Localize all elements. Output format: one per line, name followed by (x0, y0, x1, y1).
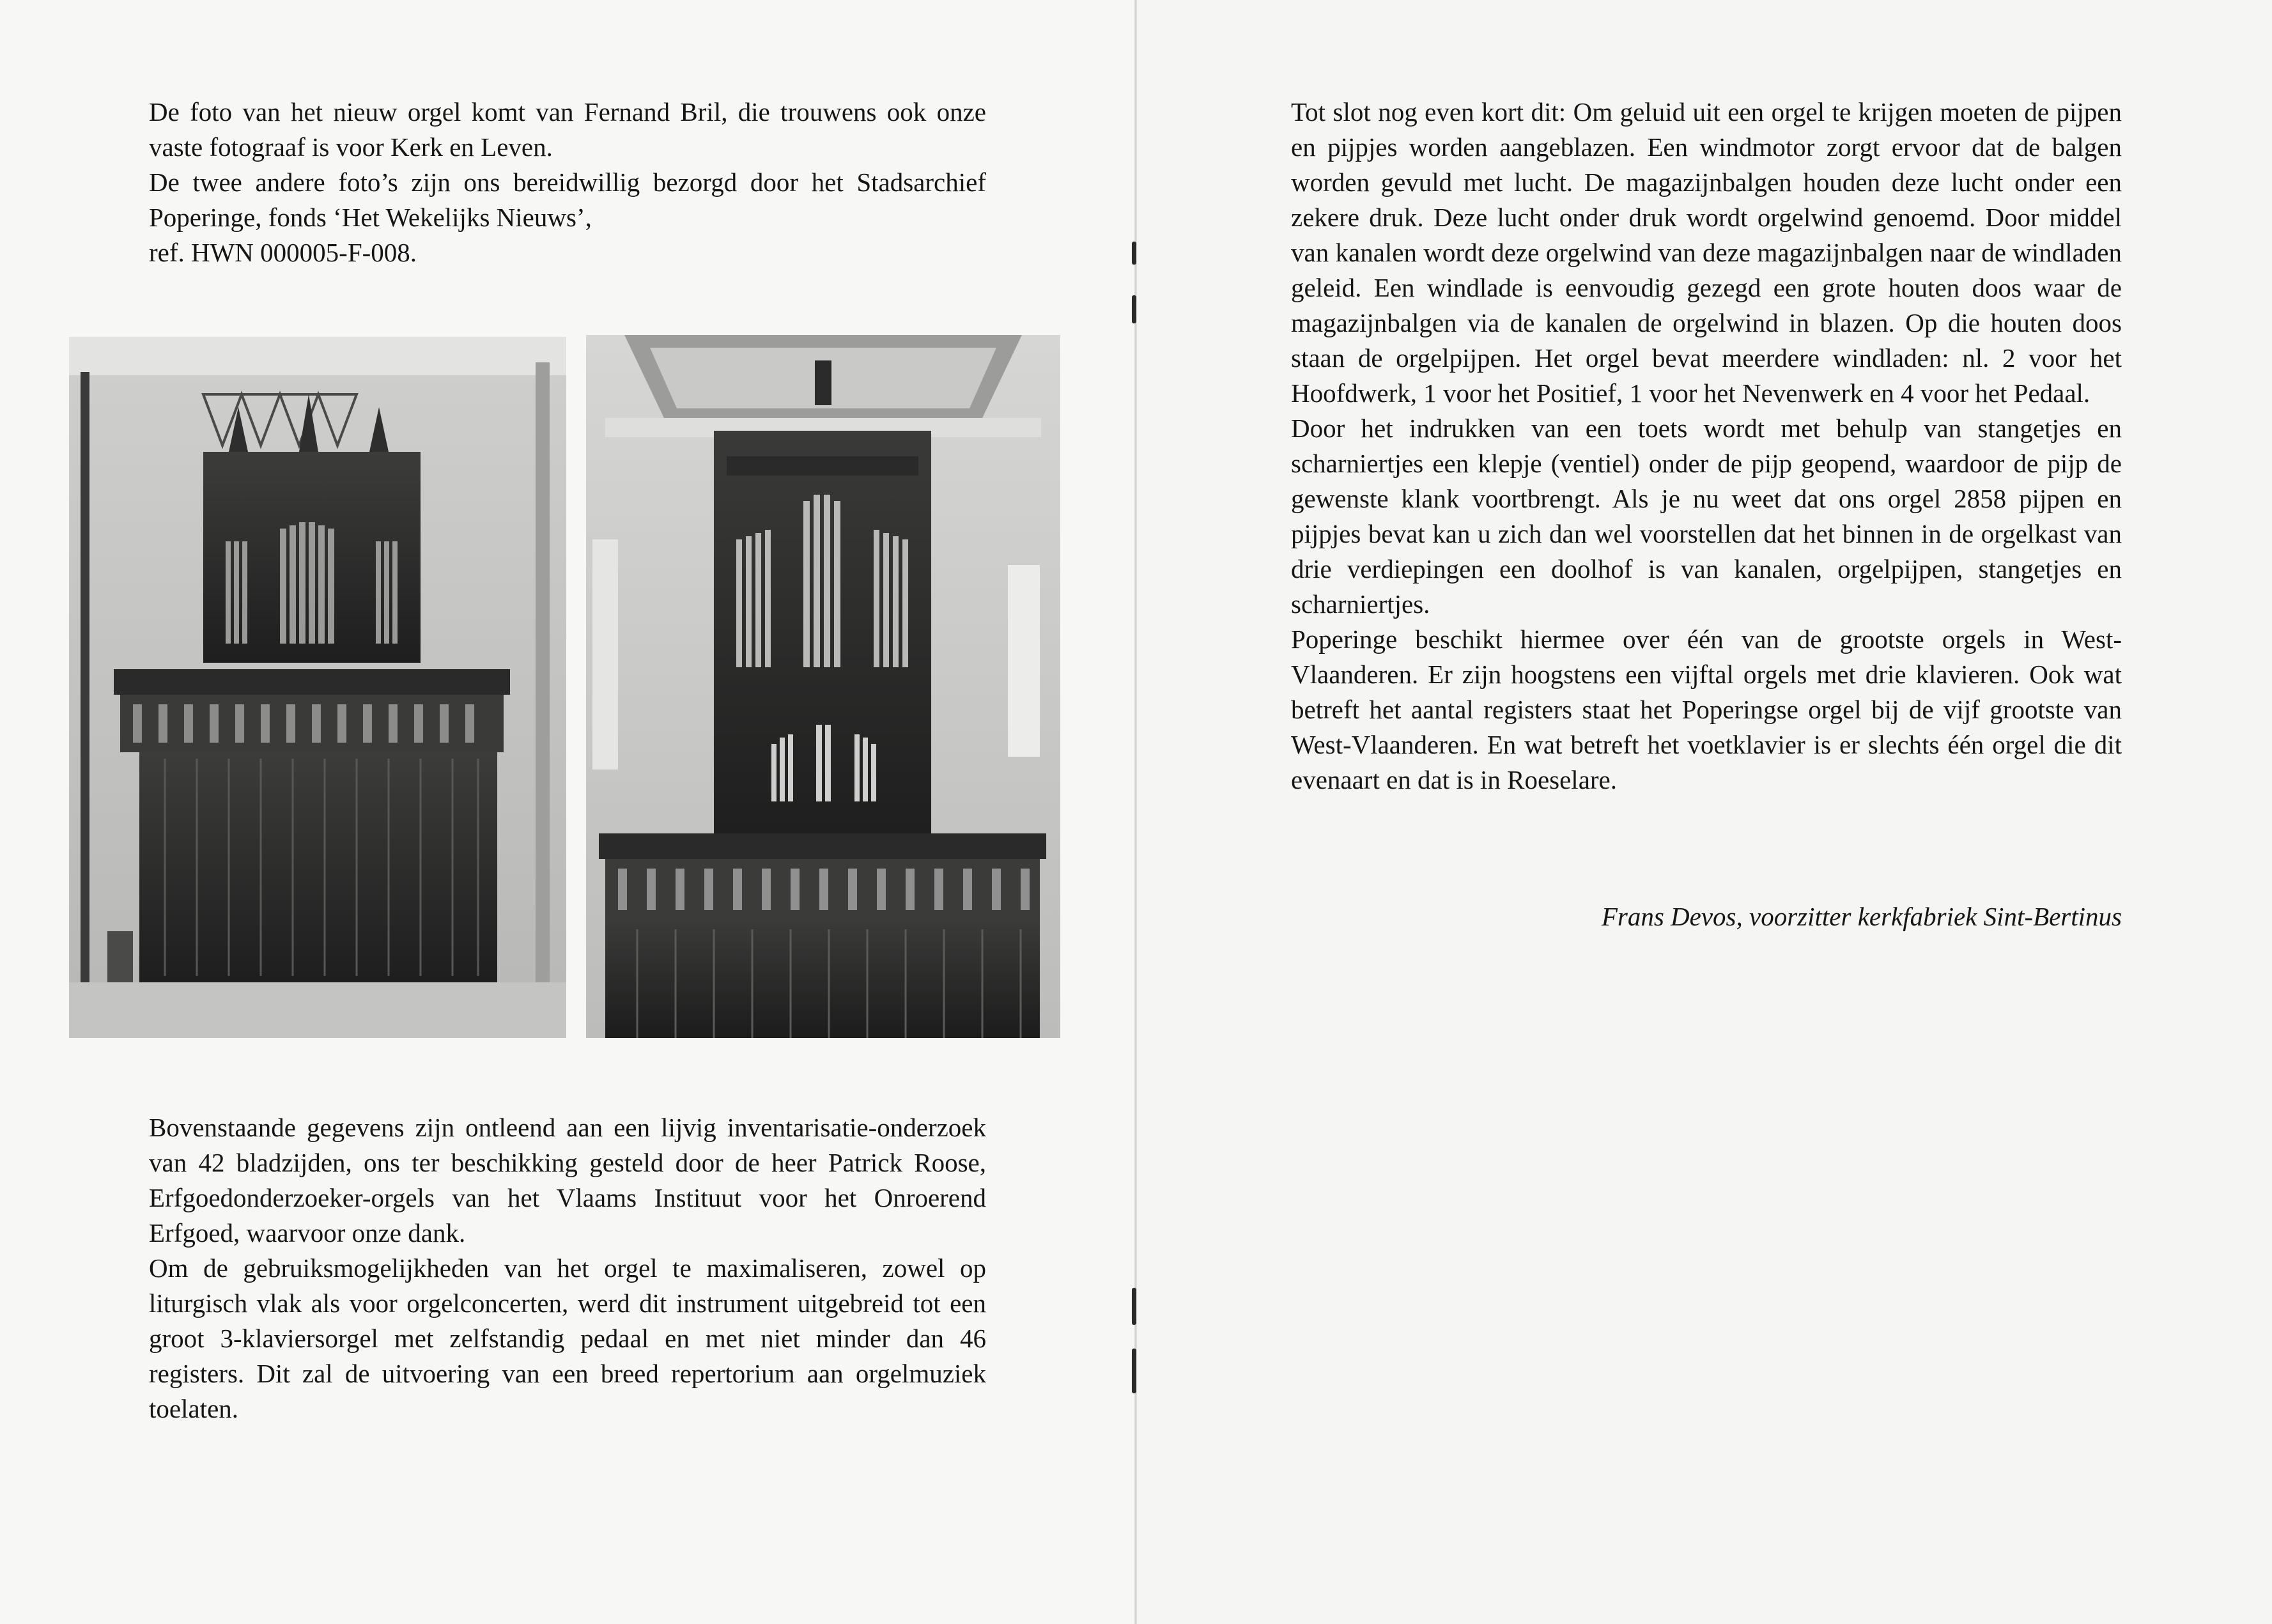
staple-mark-bottom-2 (1132, 1349, 1136, 1393)
photo-credits-text (149, 95, 986, 270)
paragraph: De foto van het nieuw orgel komt van Fernand Bril, die trouwens ook onze vaste fotograaf is voor Kerk en Leven. (149, 97, 986, 162)
staple-mark-top-1 (1132, 242, 1136, 265)
paragraph: Om de gebruiksmogelijkheden van het orgel te maximaliseren, zowel op liturgisch vlak als voor orgelconcerten, werd dit instrument uitgebreid tot een groot 3-klaviersorgel met zelfstandig pedaal en met niet minder dan 46 registers. Dit zal de uitvoering van een breed repertorium aan orgelmuziek toelaten. (149, 1253, 986, 1423)
paragraph: Bovenstaande gegevens zijn ontleend aan een lijvig inventarisatie-onderzoek van 42 bladzijden, ons ter beschikking gesteld door de heer Patrick Roose, Erfgoedonderzoeker-orgels van het Vlaams Instituut voor het Onroerend Erfgoed, waarvoor onze dank. (149, 1113, 986, 1248)
staple-mark-bottom-1 (1132, 1288, 1136, 1325)
paragraph: Door het indrukken van een toets wordt met behulp van stangetjes en scharniertjes een klepje (ventiel) onder de pijp geopend, waardoor de pijp de gewenste klank voortbrengt. Als je nu weet dat ons orgel 2858 pijpen en pijpjes bevat kan u zich dan wel voorstellen dat het binnen in de orgelkast van drie verdiepingen een doolhof is van kanalen, orgelpijpen, stangetjes en scharniertjes. (1291, 414, 2122, 619)
paragraph: Tot slot nog even kort dit: Om geluid uit een orgel te krijgen moeten de pijpen en pijpjes worden aangeblazen. Een windmotor zorgt ervoor dat de balgen worden gevuld met lucht. De magazijnbalgen houden deze lucht onder een zekere druk. Deze lucht onder druk wordt orgelwind genoemd. Door middel van kanalen wordt deze orgelwind van deze magazijnbalgen naar de windladen geleid. Een windlade is eenvoudig gezegd een grote houten doos waar de magazijnbalgen via de kanalen de orgelwind in blazen. Op die houten doos staan de orgelpijpen. Het orgel bevat meerdere windladen: nl. 2 voor het Hoofdwerk, 1 voor het Positief, 1 voor het Nevenwerk en 4 voor het Pedaal. (1291, 97, 2122, 408)
paragraph: Poperinge beschikt hiermee over één van de grootste orgels in West-Vlaanderen. Er zijn hoogstens een vijftal orgels met drie klavieren. Ook wat betreft het aantal registers staat het Poperingse orgel bij de vijf grootste van West-Vlaanderen. En wat betreft het voetklavier is er slechts één orgel die dit evenaart en dat is in Roeselare. (1291, 624, 2122, 794)
author-signature: Frans Devos, voorzitter kerkfabriek Sint-Bertinus (1601, 902, 2122, 931)
paragraph: ref. HWN 000005-F-008. (149, 238, 417, 267)
new-organ-photo (586, 335, 1060, 1038)
organ-explanation-text (1291, 95, 2122, 798)
paragraph: De twee andere foto’s zijn ons bereidwillig bezorgd door het Stadsarchief Poperinge, fonds ‘Het Wekelijks Nieuws’, (149, 167, 986, 232)
acknowledgement-text (149, 1110, 986, 1427)
staple-mark-top-2 (1132, 295, 1136, 323)
historic-organ-photo (69, 337, 566, 1038)
